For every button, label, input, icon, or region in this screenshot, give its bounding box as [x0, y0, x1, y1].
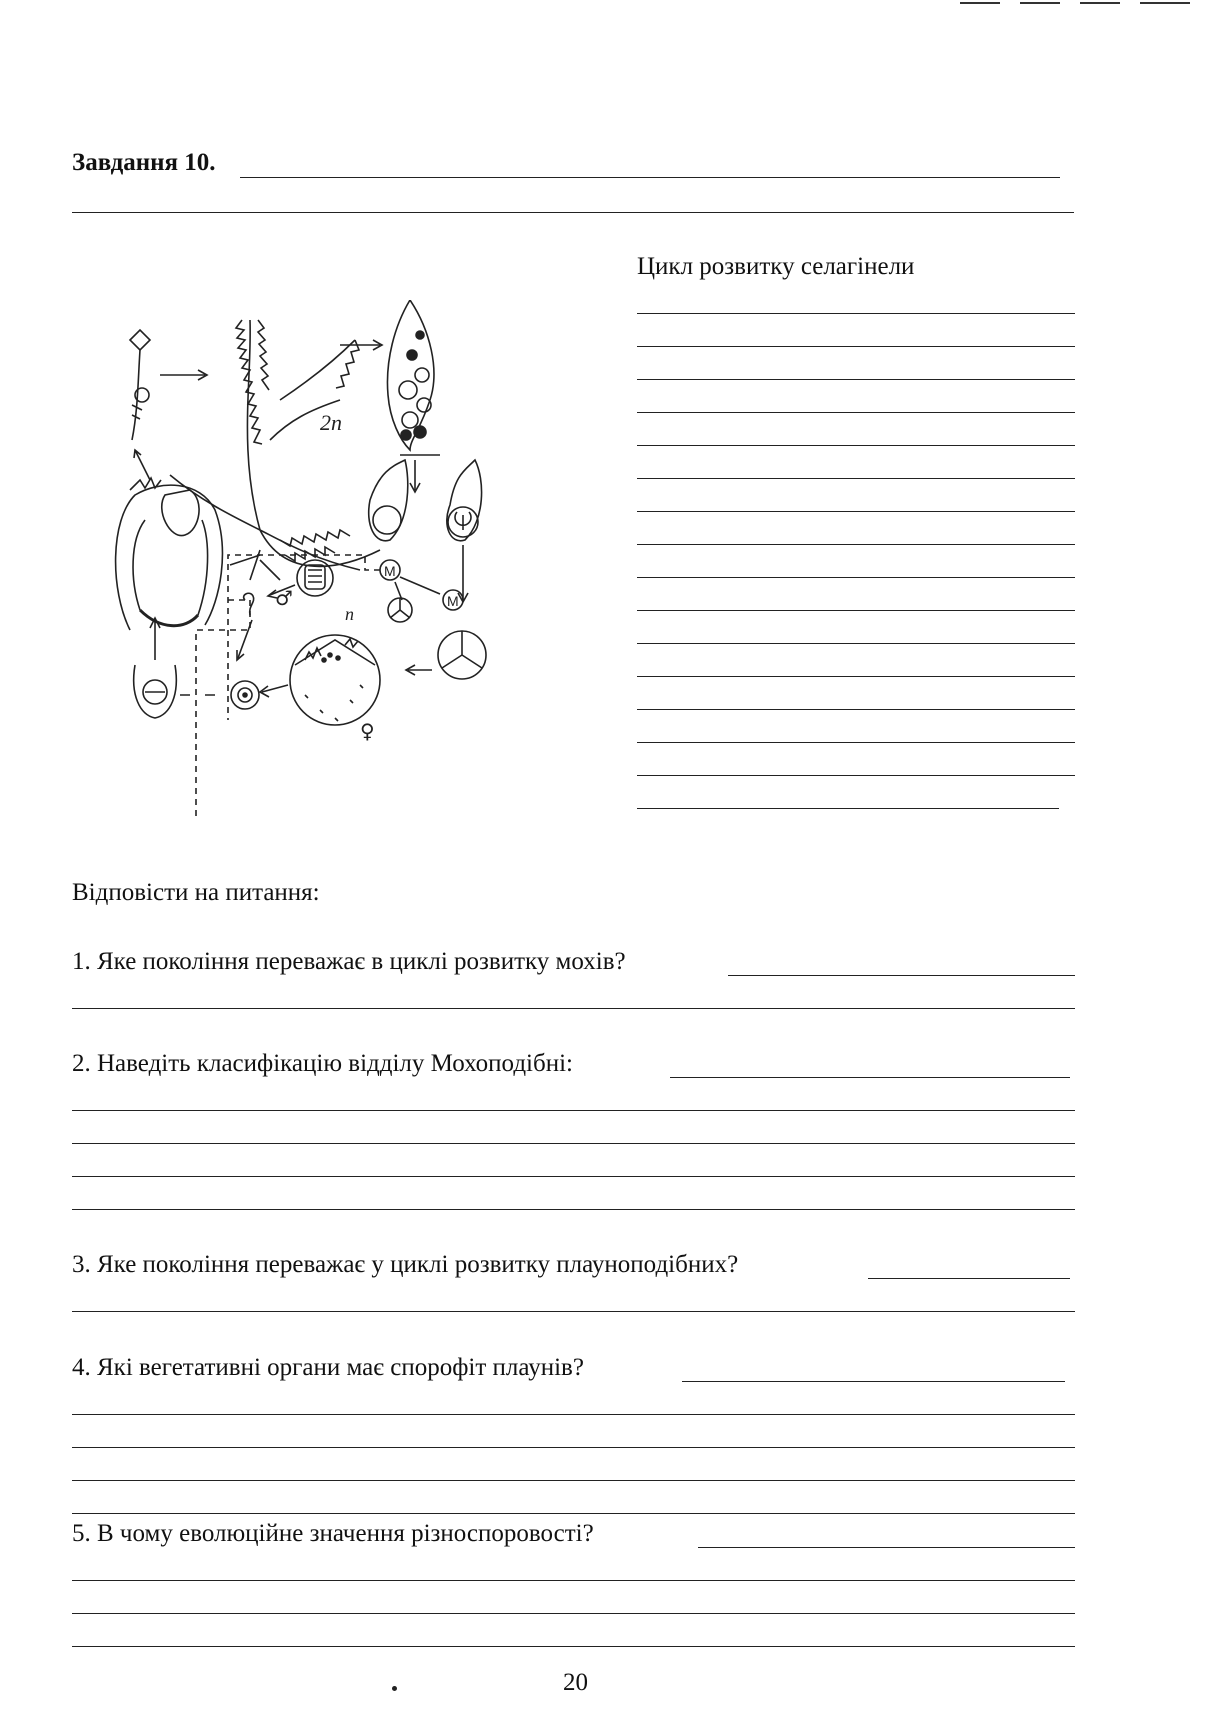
answer-line[interactable]: [637, 742, 1075, 743]
page-number: 20: [563, 1669, 588, 1696]
task-title: Завдання 10.: [72, 149, 216, 176]
answer-line[interactable]: [637, 775, 1075, 776]
answer-line[interactable]: [698, 1547, 1075, 1548]
answer-line[interactable]: [72, 1176, 1075, 1177]
answer-line[interactable]: [72, 1008, 1075, 1009]
corner-mark: [1140, 2, 1190, 4]
answer-line[interactable]: [637, 709, 1075, 710]
question-4: 4. Які вегетативні органи має спорофіт плаунів?: [72, 1354, 584, 1381]
answer-line[interactable]: [72, 1646, 1075, 1647]
female-symbol: ♀: [360, 719, 375, 743]
answer-line[interactable]: [637, 808, 1059, 809]
answer-line[interactable]: [72, 1209, 1075, 1210]
answer-line[interactable]: [637, 412, 1075, 413]
label-n: n: [345, 604, 354, 624]
answer-line[interactable]: [670, 1077, 1070, 1078]
question-5: 5. В чому еволюційне значення різноспоровості?: [72, 1520, 594, 1547]
answer-line[interactable]: [637, 511, 1075, 512]
question-3: 3. Яке покоління переважає у циклі розвитку плауноподібних?: [72, 1251, 739, 1278]
answer-line[interactable]: [72, 1311, 1075, 1312]
answer-line[interactable]: [637, 445, 1075, 446]
answer-line[interactable]: [72, 1447, 1075, 1448]
answer-line[interactable]: [682, 1381, 1065, 1382]
answer-line[interactable]: [637, 544, 1075, 545]
answer-line[interactable]: [637, 346, 1075, 347]
answer-line[interactable]: [72, 1480, 1075, 1481]
stray-dot: [392, 1686, 397, 1691]
answer-line[interactable]: [72, 1613, 1075, 1614]
corner-mark: [1020, 2, 1060, 4]
answer-line[interactable]: [637, 643, 1075, 644]
answer-line[interactable]: [72, 1414, 1075, 1415]
answer-line[interactable]: [637, 610, 1075, 611]
answer-line[interactable]: [728, 975, 1075, 976]
answer-line[interactable]: [72, 1513, 1075, 1514]
corner-mark: [1080, 2, 1120, 4]
answer-line[interactable]: [637, 313, 1075, 314]
answer-line[interactable]: [637, 676, 1075, 677]
question-2: 2. Наведіть класифікацію відділу Мохоподібні:: [72, 1050, 573, 1077]
selaginella-life-cycle-diagram: [110, 300, 530, 820]
male-symbol: ♂: [275, 586, 293, 610]
label-m-mega: M: [447, 593, 459, 609]
answer-line[interactable]: [72, 1110, 1075, 1111]
answer-line[interactable]: [637, 478, 1075, 479]
question-1: 1. Яке покоління переважає в циклі розвитку мохів?: [72, 948, 626, 975]
diagram-caption: Цикл розвитку селагінели: [637, 253, 915, 280]
label-m-micro: M: [384, 563, 396, 579]
label-2n: 2n: [320, 410, 342, 435]
corner-mark: [960, 2, 1000, 4]
answer-line[interactable]: [240, 177, 1060, 178]
answer-line[interactable]: [868, 1278, 1070, 1279]
answer-line[interactable]: [637, 379, 1075, 380]
answer-line[interactable]: [72, 212, 1074, 213]
questions-heading: Відповісти на питання:: [72, 879, 320, 906]
answer-line[interactable]: [637, 577, 1075, 578]
answer-line[interactable]: [72, 1143, 1075, 1144]
answer-line[interactable]: [72, 1580, 1075, 1581]
